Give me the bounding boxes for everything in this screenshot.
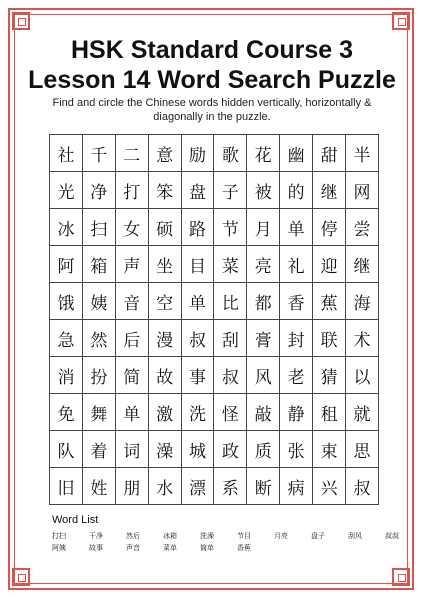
grid-cell[interactable]: 空 [148,283,181,320]
word-list-item: 香蕉 [237,544,251,552]
grid-cell[interactable]: 叔 [346,468,379,505]
grid-cell[interactable]: 旧 [50,468,83,505]
grid-cell[interactable]: 思 [346,431,379,468]
grid-cell[interactable]: 社 [50,135,83,172]
word-list-title: Word List [52,514,99,526]
grid-cell[interactable]: 租 [313,394,346,431]
grid-cell[interactable]: 净 [82,172,115,209]
grid-cell[interactable]: 子 [214,172,247,209]
grid-cell[interactable]: 冰 [50,209,83,246]
grid-cell[interactable]: 舞 [82,394,115,431]
grid-cell[interactable]: 的 [280,172,313,209]
grid-cell[interactable]: 被 [247,172,280,209]
grid-cell[interactable]: 然 [82,320,115,357]
grid-row [50,246,379,283]
grid-cell[interactable]: 幽 [280,135,313,172]
grid-cell[interactable]: 箱 [82,246,115,283]
grid-cell[interactable]: 甜 [313,135,346,172]
grid-cell[interactable]: 朋 [115,468,148,505]
grid-row [50,357,379,394]
word-list-item: 菜单 [163,544,177,552]
grid-cell[interactable]: 饿 [50,283,83,320]
grid-cell[interactable]: 老 [280,357,313,394]
grid-cell[interactable]: 系 [214,468,247,505]
word-list-item: 然后 [126,532,140,540]
grid-cell[interactable]: 单 [280,209,313,246]
grid-cell[interactable]: 阿 [50,246,83,283]
grid-cell[interactable]: 网 [346,172,379,209]
grid-cell[interactable]: 政 [214,431,247,468]
grid-cell[interactable]: 急 [50,320,83,357]
grid-cell[interactable]: 断 [247,468,280,505]
grid-cell[interactable]: 术 [346,320,379,357]
grid-cell[interactable]: 叔 [214,357,247,394]
grid-cell[interactable]: 着 [82,431,115,468]
grid-cell[interactable]: 目 [181,246,214,283]
grid-cell[interactable]: 意 [148,135,181,172]
grid-cell[interactable]: 光 [50,172,83,209]
grid-cell[interactable]: 二 [115,135,148,172]
grid-cell[interactable]: 扮 [82,357,115,394]
grid-cell[interactable]: 打 [115,172,148,209]
word-list-row [52,543,268,553]
grid-cell[interactable]: 联 [313,320,346,357]
grid-cell[interactable]: 姓 [82,468,115,505]
grid-cell[interactable]: 菜 [214,246,247,283]
page-title-line1: HSK Standard Course 3 [70,36,353,64]
grid-cell[interactable]: 励 [181,135,214,172]
grid-cell[interactable]: 继 [313,172,346,209]
grid-cell[interactable]: 束 [313,431,346,468]
grid-cell[interactable]: 笨 [148,172,181,209]
grid-cell[interactable]: 水 [148,468,181,505]
grid-cell[interactable]: 激 [148,394,181,431]
grid-row [50,320,379,357]
grid-cell[interactable]: 叔 [181,320,214,357]
grid-cell[interactable]: 漫 [148,320,181,357]
word-list-item: 阿姨 [52,544,66,552]
instructions: Find and circle the Chinese words hidden vertically, horizontally & diagonally in the puzzle. [52,97,372,123]
word-list-item: 故事 [89,544,103,552]
grid-row [50,394,379,431]
word-list-item: 节目 [237,532,251,540]
grid-cell[interactable]: 都 [247,283,280,320]
grid-cell[interactable]: 后 [115,320,148,357]
grid-cell[interactable]: 迎 [313,246,346,283]
grid-cell[interactable]: 兴 [313,468,346,505]
word-list-item: 洗澡 [200,532,214,540]
grid-cell[interactable]: 洗 [181,394,214,431]
grid-cell[interactable]: 词 [115,431,148,468]
grid-cell[interactable]: 单 [115,394,148,431]
page-title-line2: Lesson 14 Word Search Puzzle [28,66,396,94]
grid-cell[interactable]: 故 [148,357,181,394]
word-list-item: 干净 [89,532,103,540]
grid-cell[interactable]: 扫 [82,209,115,246]
grid-row [50,468,379,505]
grid-cell[interactable]: 单 [181,283,214,320]
grid-cell[interactable]: 漂 [181,468,214,505]
grid-cell[interactable]: 坐 [148,246,181,283]
grid-row [50,209,379,246]
word-list-item: 叔叔 [385,532,399,540]
grid-cell[interactable]: 就 [346,394,379,431]
grid-row [50,172,379,209]
grid-cell[interactable]: 蕉 [313,283,346,320]
grid-cell[interactable]: 节 [214,209,247,246]
grid-cell[interactable]: 半 [346,135,379,172]
grid-cell[interactable]: 女 [115,209,148,246]
word-list-item: 打扫 [52,532,66,540]
grid-cell[interactable]: 花 [247,135,280,172]
grid-cell[interactable]: 猜 [313,357,346,394]
grid-cell[interactable]: 海 [346,283,379,320]
grid-cell[interactable]: 张 [280,431,313,468]
grid-cell[interactable]: 盘 [181,172,214,209]
grid-cell[interactable]: 膏 [247,320,280,357]
grid-cell[interactable]: 歌 [214,135,247,172]
grid-cell[interactable]: 继 [346,246,379,283]
grid-cell[interactable]: 消 [50,357,83,394]
grid-row [50,135,379,172]
puzzle-grid [49,134,379,505]
grid-cell[interactable]: 香 [280,283,313,320]
grid-cell[interactable]: 队 [50,431,83,468]
grid-cell[interactable]: 免 [50,394,83,431]
grid-cell[interactable]: 简 [115,357,148,394]
grid-cell[interactable]: 刮 [214,320,247,357]
grid-cell[interactable]: 硕 [148,209,181,246]
grid-cell[interactable]: 病 [280,468,313,505]
grid-cell[interactable]: 风 [247,357,280,394]
word-list-item: 简单 [200,544,214,552]
grid-cell[interactable]: 尝 [346,209,379,246]
word-list-item: 声音 [126,544,140,552]
grid-cell[interactable]: 静 [280,394,313,431]
grid-cell[interactable]: 亮 [247,246,280,283]
word-list-item: 盘子 [311,532,325,540]
word-list-item: 冰箱 [163,532,177,540]
grid-cell[interactable]: 礼 [280,246,313,283]
grid-cell[interactable]: 声 [115,246,148,283]
grid-cell[interactable]: 月 [247,209,280,246]
grid-cell[interactable]: 音 [115,283,148,320]
grid-row [50,431,379,468]
grid-cell[interactable]: 千 [82,135,115,172]
grid-cell[interactable]: 澡 [148,431,181,468]
grid-cell[interactable]: 比 [214,283,247,320]
grid-cell[interactable]: 怪 [214,394,247,431]
grid-cell[interactable]: 以 [346,357,379,394]
grid-row [50,283,379,320]
grid-cell[interactable]: 敲 [247,394,280,431]
word-list-item: 刮风 [348,532,362,540]
grid-cell[interactable]: 事 [181,357,214,394]
grid-cell[interactable]: 停 [313,209,346,246]
word-list-row [52,531,416,541]
grid-cell[interactable]: 姨 [82,283,115,320]
grid-cell[interactable]: 城 [181,431,214,468]
grid-cell[interactable]: 路 [181,209,214,246]
grid-cell[interactable]: 质 [247,431,280,468]
grid-cell[interactable]: 封 [280,320,313,357]
word-list-item: 月亮 [274,532,288,540]
